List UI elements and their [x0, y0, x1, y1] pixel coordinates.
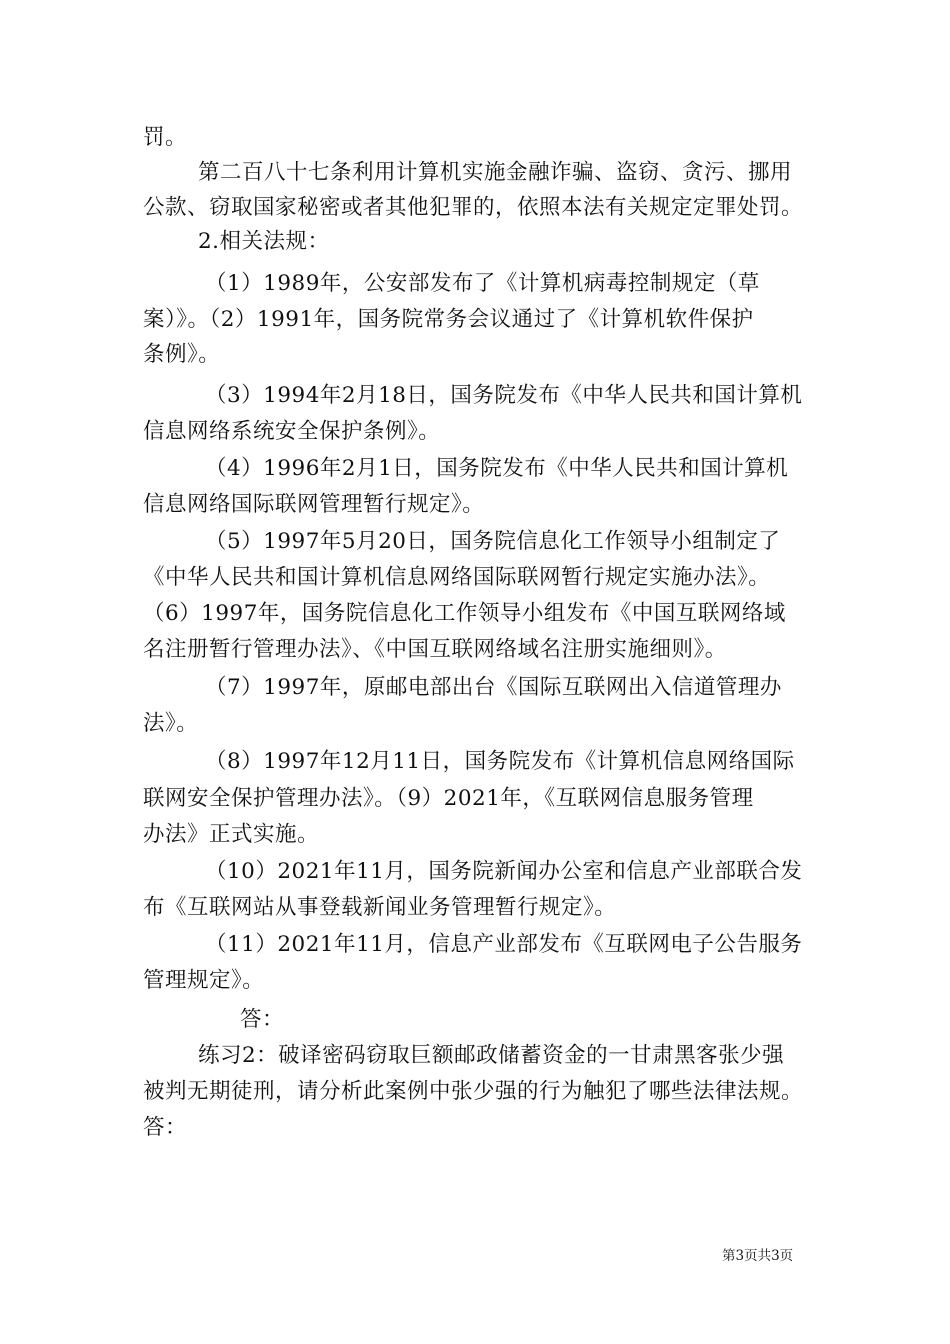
text-line: （5）1997年5月20日，国务院信息化工作领导小组制定了 [205, 529, 781, 554]
text-line: 公款、窃取国家秘密或者其他犯罪的，依照本法有关规定定罪处罚。 [143, 195, 804, 220]
text-line: 《中华人民共和国计算机信息网络国际联网暂行规定实施办法》。 [143, 565, 771, 590]
text-line: 2.相关法规： [198, 229, 330, 254]
text-line: （1）1989年，公安部发布了《计算机病毒控制规定（草 [205, 271, 760, 296]
text-line: 联网安全保护管理办法》。（9）2021年，《互联网信息服务管理 [143, 786, 754, 811]
text-line: 答： [240, 1007, 285, 1032]
text-line: （3）1994年2月18日，国务院发布《中华人民共和国计算机 [205, 383, 803, 408]
text-line: 被判无期徒刑，请分析此案例中张少强的行为触犯了哪些法律法规。 [143, 1079, 804, 1104]
page-number: 第3页共3页 [722, 1248, 794, 1264]
text-line: （4）1996年2月1日，国务院发布《中华人民共和国计算机 [205, 456, 789, 481]
text-line: （11）2021年11月，信息产业部发布《互联网电子公告服务 [205, 932, 803, 957]
text-line: 练习2：破译密码窃取巨额邮政储蓄资金的一甘肃黑客张少强 [198, 1043, 785, 1068]
text-line: （7）1997年，原邮电部出台《国际互联网出入信道管理办 [205, 675, 782, 700]
text-line: （10）2021年11月，国务院新闻办公室和信息产业部联合发 [205, 859, 803, 884]
text-line: 法》。 [143, 711, 199, 736]
text-line: 案）》。（2）1991年，国务院常务会议通过了《计算机软件保护 [143, 307, 754, 332]
text-line: 条例》。 [143, 342, 221, 367]
text-line: 办法》正式实施。 [143, 822, 320, 847]
text-line: （8）1997年12月11日，国务院发布《计算机信息网络国际 [205, 749, 795, 774]
text-line: 答： [143, 1115, 188, 1140]
text-line: 罚。 [143, 125, 188, 150]
text-line: 布《互联网站从事登载新闻业务管理暂行规定》。 [143, 895, 617, 920]
text-line: 管理规定》。 [143, 968, 265, 993]
text-line: （6）1997年，国务院信息化工作领导小组发布《中国互联网络域 [143, 601, 786, 626]
text-line: 名注册暂行管理办法》、《中国互联网络域名注册实施细则》。 [143, 637, 727, 662]
text-line: 信息网络国际联网管理暂行规定》。 [143, 492, 485, 517]
text-line: 信息网络系统安全保护条例》。 [143, 419, 441, 444]
text-line: 第二百八十七条利用计算机实施金融诈骗、盗窃、贪污、挪用 [198, 160, 793, 185]
